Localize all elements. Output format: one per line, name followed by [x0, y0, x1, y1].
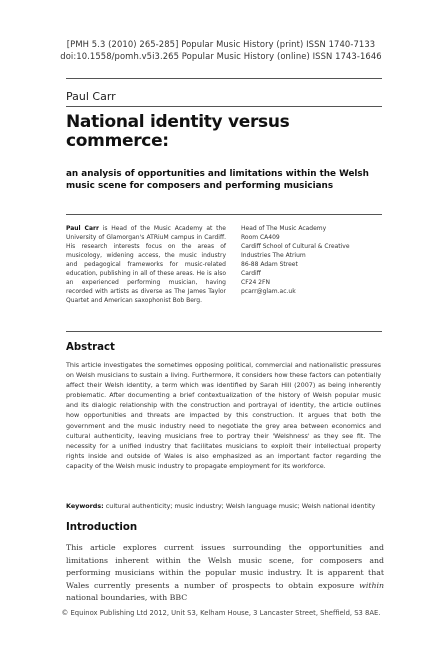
- keywords-text: cultural authenticity; music industry; Welsh language music; Welsh national identity: [103, 502, 376, 510]
- article-subtitle: an analysis of opportunities and limitations within the Welsh music scene for composers and performing musicians: [66, 169, 369, 191]
- abstract-divider: [66, 331, 382, 332]
- author-email: pcarr@glam.ac.uk: [241, 288, 296, 295]
- bio-divider: [66, 214, 382, 215]
- introduction-text: [66, 542, 384, 605]
- bio-author-name: Paul Carr: [66, 225, 99, 232]
- bio-text: is Head of the Music Academy at the University of Glamorgan's ATRiuM campus in Cardiff. His research interests focus on the areas of musicology, widening access, the music industry and pedagogical frameworks for music-related education, publishing in all of these areas. He is also an experienced performing musician, having recorded with artists as diverse as The James Taylor Quartet and American saxophonist Bob Berg.: [66, 225, 226, 304]
- address-line: 86-88 Adam Street: [241, 261, 298, 268]
- keywords: [66, 501, 381, 511]
- address-line: Cardiff: [241, 270, 261, 277]
- address-line: Room CA409: [241, 234, 280, 241]
- publisher-footer: © Equinox Publishing Ltd 2012, Unit S3, Kelham House, 3 Lancaster Street, Sheffield, S3 8AE.: [61, 609, 381, 617]
- header-divider: [66, 78, 382, 79]
- title-divider: [66, 106, 382, 107]
- intro-text-start: This article explores current issues surrounding the opportunities and limitations inherent within the Welsh music scene, for composers and performing musicians within the popular music industry. It is apparent that Wales currently presents a number of prospects to obtain exposure: [66, 543, 384, 590]
- introduction-heading: Introduction: [66, 522, 138, 533]
- intro-text-italic: within: [359, 580, 384, 590]
- journal-header: [0, 38, 442, 62]
- abstract-text: This article investigates the sometimes opposing political, commercial and nationalistic pressures on Welsh musicians to sustain a living. Furthermore, it considers how these factors can potentially affect their Welsh identity, a term which was identified by Sarah Hill (2007) as being inherently problematic. After documenting a brief contextualization of the history of Welsh popular music and its dialogic relationship with the construction and portrayal of identity, the article outlines how opportunities and threats are impacted by this construction. It argues that both the government and the music industry need to negotiate the grey area between economics and cultural authenticity, leaving musicians free to portray their 'Welshness' as they see fit. The necessity for a unified industry that facilitates musicians to exploit their intellectual property rights inside and outside of Wales is also emphasized as an important factor regarding the capacity of the Welsh music industry to propagate employment for its workforce.: [66, 361, 381, 470]
- author-bio: [66, 224, 226, 305]
- address-line: Cardiff School of Cultural & Creative: [241, 243, 350, 250]
- keywords-label: Keywords:: [66, 502, 104, 510]
- author-address: [241, 224, 386, 296]
- header-citation-line: [PMH 5.3 (2010) 265-285] Popular Music History (print) ISSN 1740-7133: [66, 39, 376, 49]
- abstract-heading: Abstract: [66, 342, 115, 353]
- address-line: Head of The Music Academy: [241, 225, 327, 232]
- header-doi-line: doi:10.1558/pomh.v5i3.265 Popular Music History (online) ISSN 1743-1646: [60, 51, 382, 61]
- address-line: CF24 2FN: [241, 279, 270, 286]
- author-name: Paul Carr: [66, 90, 116, 103]
- address-line: Industries The Atrium: [241, 252, 306, 259]
- article-title: National identity versus commerce:: [66, 112, 290, 151]
- intro-text-end: national boundaries, with BBC: [66, 593, 188, 603]
